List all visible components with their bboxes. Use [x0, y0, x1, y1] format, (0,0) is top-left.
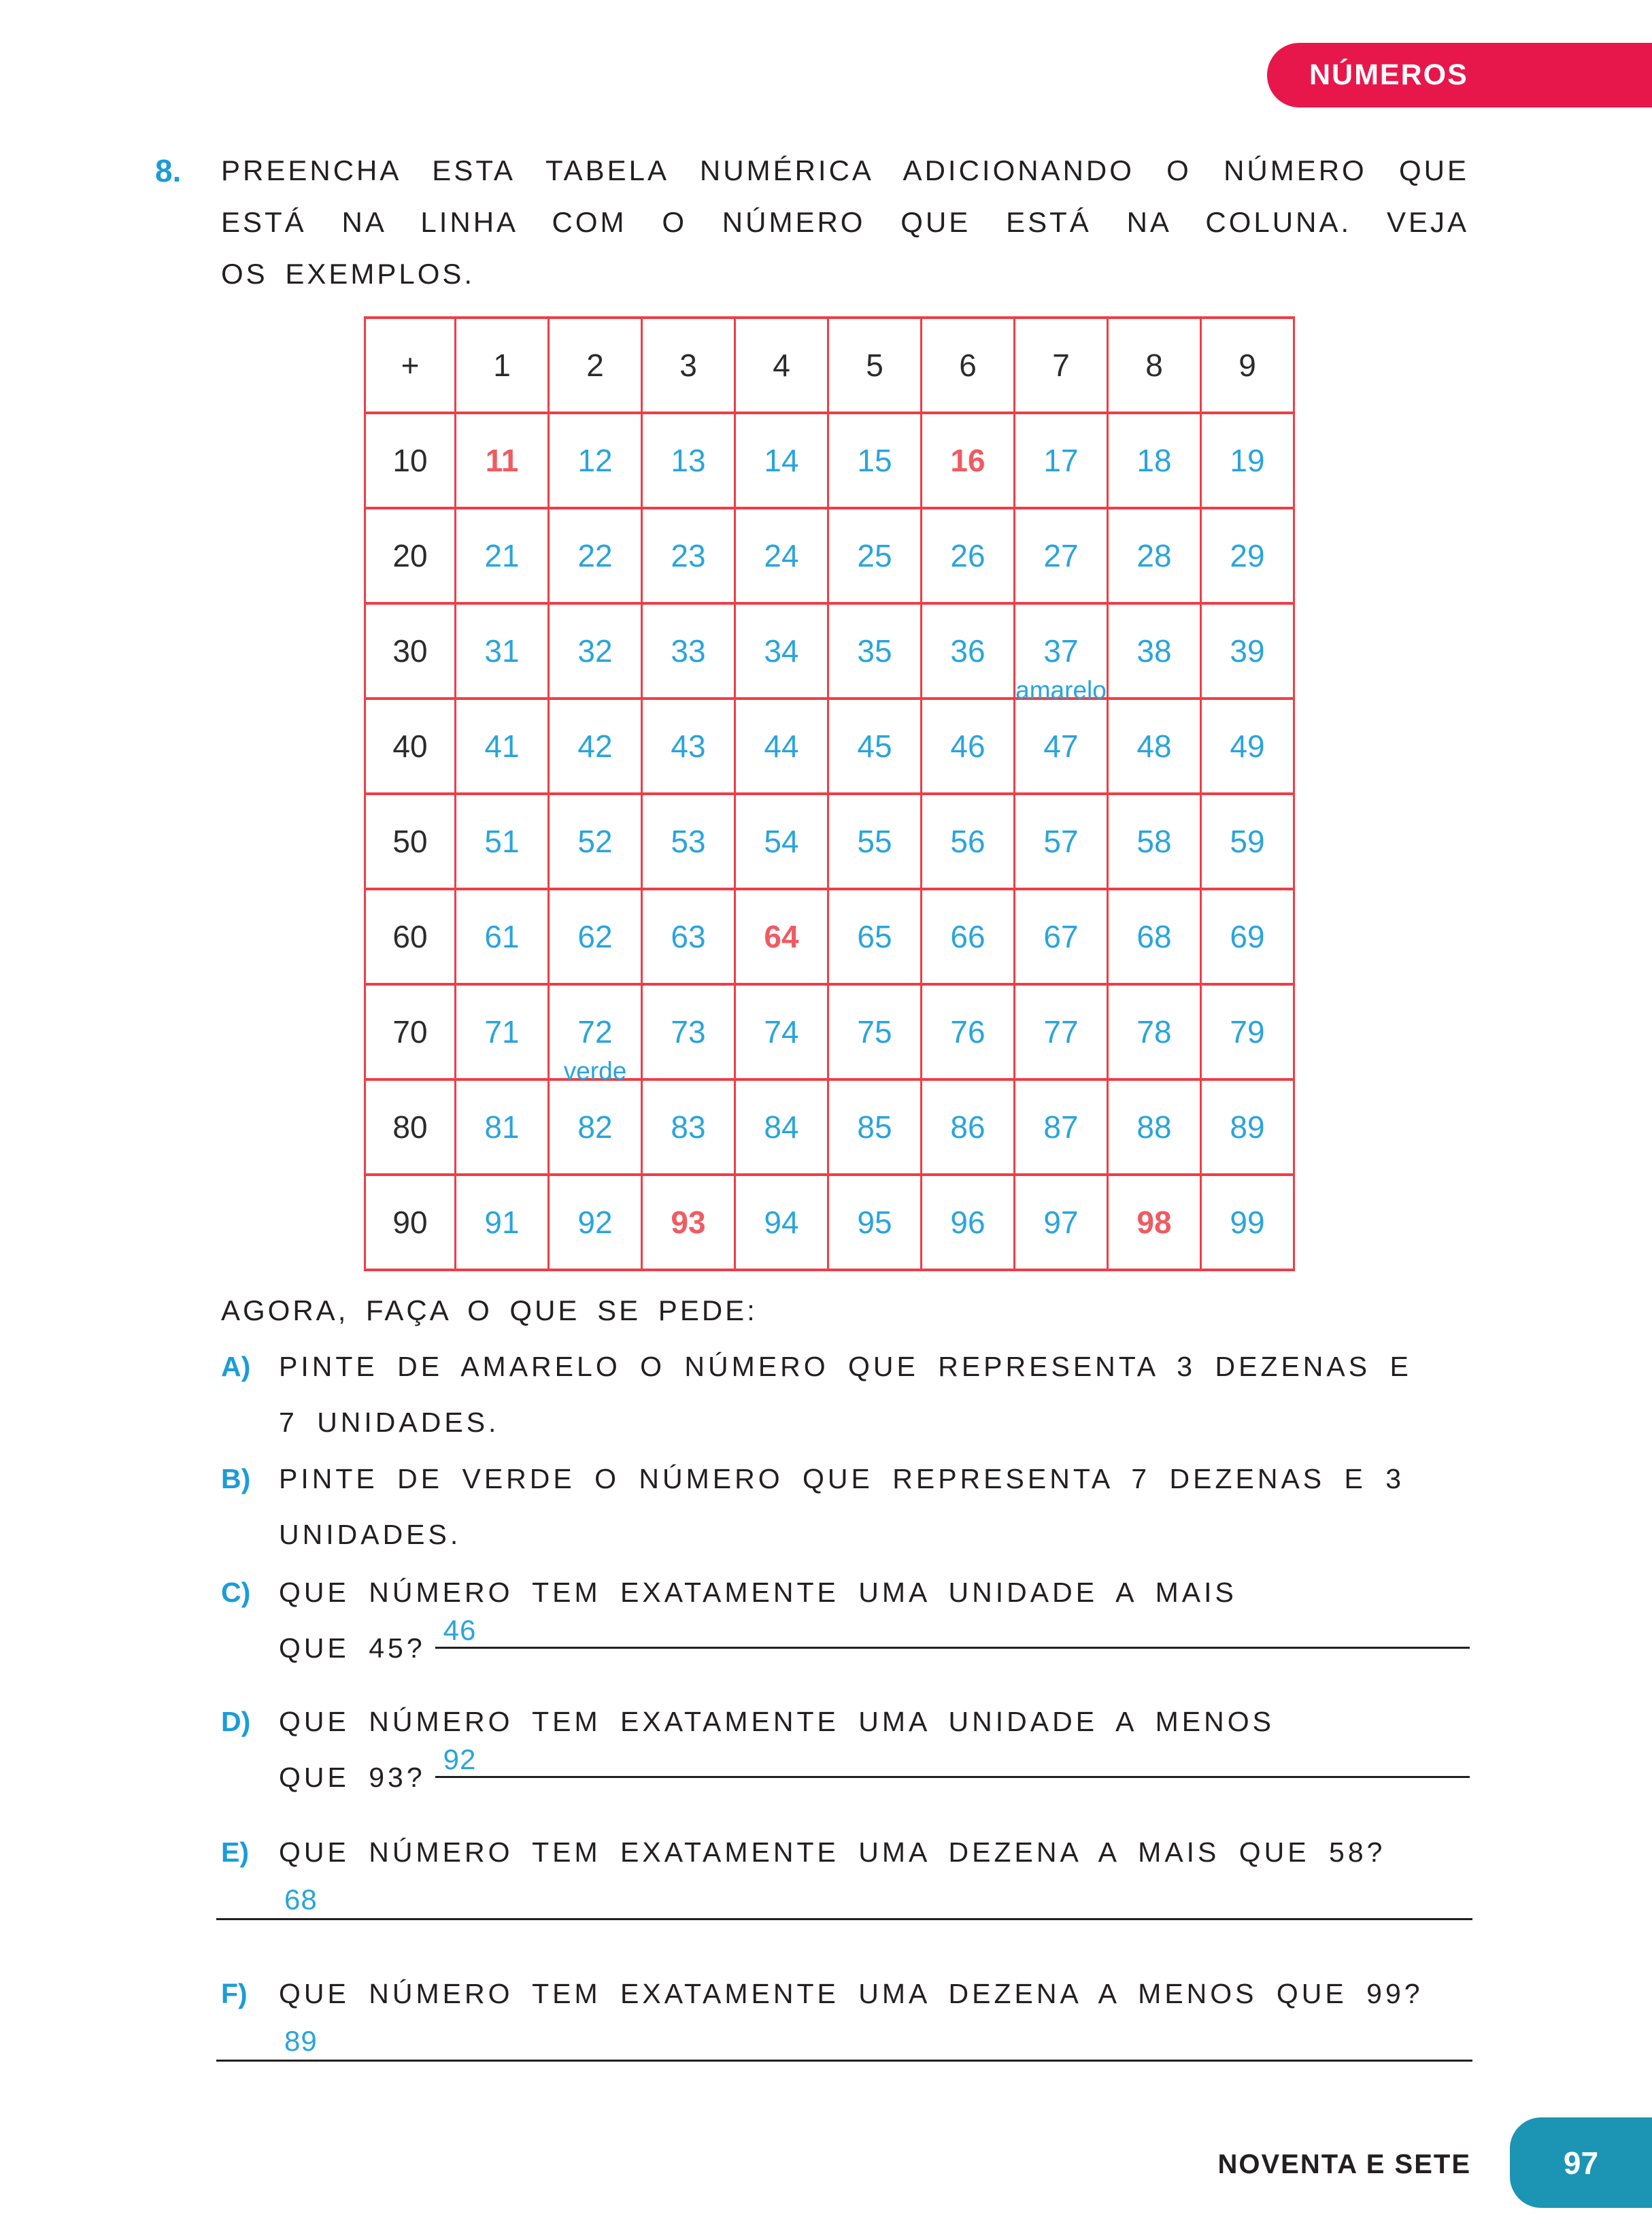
- table-cell-filled[interactable]: [922, 1079, 1015, 1175]
- table-cell-filled[interactable]: [1015, 1175, 1108, 1270]
- table-col-header: 7: [1015, 318, 1108, 413]
- question-text: QUE 93?: [279, 1762, 426, 1793]
- table-cell-filled[interactable]: [1201, 1175, 1294, 1270]
- cell-value: 57: [1043, 824, 1079, 859]
- table-cell-filled[interactable]: [828, 1079, 922, 1175]
- table-cell-filled[interactable]: [828, 413, 922, 508]
- table-cell-filled[interactable]: [1108, 1079, 1201, 1175]
- cell-value: 31: [484, 633, 520, 669]
- cell-value: 66: [950, 919, 985, 954]
- table-cell-filled[interactable]: [1201, 603, 1294, 699]
- table-cell-filled[interactable]: [735, 508, 828, 603]
- cell-value: 88: [1136, 1109, 1172, 1145]
- table-row: [365, 984, 1294, 1079]
- table-cell-filled[interactable]: [642, 603, 735, 699]
- table-cell-filled[interactable]: [735, 413, 828, 508]
- table-cell-example: [456, 413, 549, 508]
- cell-value: 87: [1043, 1109, 1079, 1145]
- table-row: [365, 889, 1294, 984]
- table-row-label: 60: [365, 889, 456, 984]
- question-e: [221, 1824, 1472, 1920]
- cell-value: 84: [764, 1109, 799, 1145]
- table-cell-filled[interactable]: [549, 1079, 642, 1175]
- instruction-line: PREENCHA ESTA TABELA NUMÉRICA ADICIONANDO O NÚMERO QUE: [221, 154, 1469, 186]
- answer-line[interactable]: [216, 1880, 1472, 1920]
- table-cell-filled[interactable]: [456, 1175, 549, 1270]
- table-cell-filled[interactable]: [456, 984, 549, 1079]
- table-col-header: 9: [1201, 318, 1294, 413]
- cell-note-amarelo: amarelo: [1015, 676, 1107, 704]
- cell-value: 44: [764, 728, 799, 764]
- question-text-line: UNIDADES.: [279, 1519, 462, 1550]
- category-badge: [1267, 43, 1652, 107]
- cell-value: 16: [950, 443, 985, 478]
- page-number-badge: [1510, 2117, 1652, 2208]
- table-cell-filled[interactable]: [1201, 889, 1294, 984]
- cell-value: 13: [671, 443, 706, 478]
- cell-value: 41: [484, 728, 520, 764]
- cell-value: 14: [764, 443, 799, 478]
- handwritten-answer: 89: [284, 2025, 318, 2057]
- question-letter: E): [221, 1836, 249, 1868]
- cell-value: 45: [857, 728, 892, 764]
- cell-value: 93: [671, 1205, 706, 1240]
- cell-value: 35: [857, 633, 892, 669]
- cell-value: 15: [857, 443, 892, 478]
- cell-value: 77: [1043, 1014, 1079, 1050]
- cell-value: 61: [484, 919, 520, 954]
- table-cell-filled[interactable]: [642, 1079, 735, 1175]
- cell-value: 95: [857, 1205, 892, 1240]
- table-cell-filled[interactable]: [549, 603, 642, 699]
- table-cell-filled[interactable]: [735, 794, 828, 889]
- cell-value: 97: [1043, 1205, 1079, 1240]
- table-cell-filled[interactable]: [1015, 699, 1108, 794]
- table-cell-filled[interactable]: [549, 699, 642, 794]
- cell-value: 69: [1230, 919, 1265, 954]
- table-cell-filled[interactable]: [922, 603, 1015, 699]
- table-cell-filled[interactable]: [922, 794, 1015, 889]
- question-body: [279, 1824, 1472, 1920]
- cell-value: 82: [577, 1109, 613, 1145]
- table-cell-filled[interactable]: [1201, 699, 1294, 794]
- table-cell-filled[interactable]: [1108, 889, 1201, 984]
- question-text-line: 7 UNIDADES.: [279, 1407, 500, 1438]
- table-cell-filled[interactable]: [922, 699, 1015, 794]
- cell-value: 21: [484, 538, 520, 573]
- table-cell-filled[interactable]: [1108, 603, 1201, 699]
- table-row-label: 80: [365, 1079, 456, 1175]
- cell-value: 74: [764, 1014, 799, 1050]
- table-row-label: 20: [365, 508, 456, 603]
- question-letter: C): [221, 1577, 251, 1608]
- table-cell-filled[interactable]: [642, 508, 735, 603]
- addition-table-body: [365, 318, 1294, 1270]
- question-text-line: QUE NÚMERO TEM EXATAMENTE UMA DEZENA A MENOS QUE 99?: [279, 1978, 1423, 2009]
- table-cell-filled[interactable]: [1201, 984, 1294, 1079]
- table-row-label: 40: [365, 699, 456, 794]
- table-header-row: [365, 318, 1294, 413]
- question-body: [279, 1451, 1472, 1562]
- cell-value: 22: [577, 538, 613, 573]
- question-f: [221, 1966, 1472, 2062]
- cell-value: 55: [857, 824, 892, 859]
- table-cell-filled[interactable]: [1015, 603, 1108, 704]
- cell-value: 75: [857, 1014, 892, 1050]
- table-cell-filled[interactable]: [1108, 413, 1201, 508]
- cell-value: 85: [857, 1109, 892, 1145]
- question-letter: A): [221, 1351, 251, 1382]
- table-cell-filled[interactable]: [922, 889, 1015, 984]
- question-text-line: [279, 1743, 1472, 1805]
- cell-value: 83: [671, 1109, 706, 1145]
- table-cell-filled[interactable]: [549, 1175, 642, 1270]
- table-cell-filled[interactable]: [1015, 984, 1108, 1079]
- instruction-line: ESTÁ NA LINHA COM O NÚMERO QUE ESTÁ NA COLUNA. VEJA: [221, 206, 1469, 238]
- table-row: [365, 508, 1294, 603]
- table-cell-example: [735, 889, 828, 984]
- table-cell-example: [642, 1175, 735, 1270]
- table-col-header: 6: [922, 318, 1015, 413]
- cell-value: 76: [950, 1014, 985, 1050]
- table-cell-filled[interactable]: [1015, 508, 1108, 603]
- page-number: 97: [1563, 2145, 1599, 2181]
- table-cell-example: [1108, 1175, 1201, 1270]
- table-cell-filled[interactable]: [1108, 984, 1201, 1079]
- cell-value: 92: [577, 1205, 613, 1240]
- cell-value: 25: [857, 538, 892, 573]
- question-a: [221, 1339, 1472, 1450]
- handwritten-answer: 92: [443, 1743, 477, 1775]
- table-cell-filled[interactable]: [549, 889, 642, 984]
- cell-value: 46: [950, 728, 985, 764]
- table-cell-filled[interactable]: [1201, 794, 1294, 889]
- cell-value: 42: [577, 728, 613, 764]
- question-text-line: [279, 1614, 1472, 1676]
- table-cell-filled[interactable]: [456, 603, 549, 699]
- cell-value: 54: [764, 824, 799, 859]
- cell-value: 29: [1230, 538, 1265, 573]
- table-cell-filled[interactable]: [642, 984, 735, 1079]
- questions-prompt: AGORA, FAÇA O QUE SE PEDE:: [221, 1294, 758, 1326]
- table-cell-filled[interactable]: [735, 699, 828, 794]
- question-b: [221, 1451, 1472, 1562]
- cell-value: 73: [671, 1014, 706, 1050]
- instruction: [221, 145, 1469, 300]
- cell-value: 19: [1230, 443, 1265, 478]
- question-text-line: QUE NÚMERO TEM EXATAMENTE UMA DEZENA A MAIS QUE 58?: [279, 1836, 1386, 1868]
- table-cell-filled[interactable]: [735, 984, 828, 1079]
- table-row-label: 10: [365, 413, 456, 508]
- cell-value: 11: [485, 443, 519, 478]
- answer-line[interactable]: [435, 1614, 1472, 1676]
- table-cell-example: [922, 413, 1015, 508]
- table-cell-filled[interactable]: [828, 889, 922, 984]
- instruction-line: OS EXEMPLOS.: [221, 258, 475, 290]
- table-cell-filled[interactable]: [642, 413, 735, 508]
- table-cell-filled[interactable]: [828, 508, 922, 603]
- cell-value: 62: [577, 919, 613, 954]
- handwritten-answer: 68: [284, 1883, 318, 1915]
- table-row-label: 90: [365, 1175, 456, 1270]
- table-row: [365, 413, 1294, 508]
- question-text-line: PINTE DE AMARELO O NÚMERO QUE REPRESENTA 3 DEZENAS E: [279, 1351, 1412, 1382]
- question-text: QUE 45?: [279, 1632, 426, 1664]
- table-row: [365, 699, 1294, 794]
- cell-value: 51: [484, 824, 520, 859]
- table-row: [365, 1079, 1294, 1175]
- category-badge-label: NÚMEROS: [1309, 58, 1468, 91]
- cell-value: 64: [764, 919, 799, 954]
- cell-value: 53: [671, 824, 706, 859]
- cell-value: 28: [1136, 538, 1172, 573]
- cell-value: 94: [764, 1205, 799, 1240]
- table-col-header: 8: [1108, 318, 1201, 413]
- table-cell-filled[interactable]: [549, 794, 642, 889]
- cell-value: 43: [671, 728, 706, 764]
- addition-table: [364, 316, 1295, 1271]
- table-cell-filled[interactable]: [922, 984, 1015, 1079]
- cell-value: 37: [1043, 633, 1079, 669]
- table-cell-filled[interactable]: [1015, 889, 1108, 984]
- cell-value: 81: [484, 1109, 520, 1145]
- table-row-label: 50: [365, 794, 456, 889]
- table-cell-filled[interactable]: [922, 1175, 1015, 1270]
- table-cell-filled[interactable]: [1015, 1079, 1108, 1175]
- table-cell-filled[interactable]: [1201, 508, 1294, 603]
- question-body: [279, 1694, 1472, 1805]
- question-text-line: QUE NÚMERO TEM EXATAMENTE UMA UNIDADE A MENOS: [279, 1706, 1275, 1737]
- table-cell-filled[interactable]: [828, 1175, 922, 1270]
- handwritten-answer: 46: [443, 1614, 477, 1646]
- cell-value: 52: [577, 824, 613, 859]
- table-cell-filled[interactable]: [1108, 508, 1201, 603]
- table-row: [365, 794, 1294, 889]
- cell-value: 39: [1230, 633, 1265, 669]
- table-cell-filled[interactable]: [828, 699, 922, 794]
- footer-page-name: NOVENTA E SETE: [1217, 2149, 1471, 2179]
- table-corner-cell: +: [365, 318, 456, 413]
- cell-value: 96: [950, 1205, 985, 1240]
- table-cell-filled[interactable]: [1015, 794, 1108, 889]
- table-row: [365, 603, 1294, 699]
- question-body: [279, 1564, 1472, 1676]
- table-cell-filled[interactable]: [735, 603, 828, 699]
- table-col-header: 4: [735, 318, 828, 413]
- question-d: [221, 1694, 1472, 1805]
- table-cell-filled[interactable]: [456, 794, 549, 889]
- cell-value: 91: [484, 1205, 520, 1240]
- table-cell-filled[interactable]: [456, 699, 549, 794]
- question-letter: D): [221, 1706, 251, 1737]
- question-letter: F): [221, 1978, 248, 2009]
- table-cell-filled[interactable]: [922, 508, 1015, 603]
- cell-value: 99: [1230, 1205, 1265, 1240]
- cell-value: 47: [1043, 728, 1079, 764]
- cell-value: 72: [577, 1014, 613, 1050]
- table-cell-filled[interactable]: [1201, 1079, 1294, 1175]
- cell-value: 49: [1230, 728, 1265, 764]
- table-cell-filled[interactable]: [456, 1079, 549, 1175]
- cell-value: 18: [1136, 443, 1172, 478]
- question-text-line: QUE NÚMERO TEM EXATAMENTE UMA UNIDADE A MAIS: [279, 1577, 1237, 1608]
- table-cell-filled[interactable]: [1015, 413, 1108, 508]
- table-cell-filled[interactable]: [1108, 794, 1201, 889]
- table-cell-filled[interactable]: [735, 1175, 828, 1270]
- table-cell-filled[interactable]: [549, 413, 642, 508]
- cell-value: 48: [1136, 728, 1172, 764]
- cell-value: 27: [1043, 538, 1079, 573]
- table-cell-filled[interactable]: [456, 889, 549, 984]
- table-cell-filled[interactable]: [642, 889, 735, 984]
- cell-value: 23: [671, 538, 706, 573]
- cell-value: 38: [1136, 633, 1172, 669]
- table-col-header: 5: [828, 318, 922, 413]
- table-cell-filled[interactable]: [549, 984, 642, 1085]
- cell-value: 65: [857, 919, 892, 954]
- cell-value: 32: [577, 633, 613, 669]
- cell-value: 17: [1043, 443, 1079, 478]
- question-c: [221, 1564, 1472, 1676]
- cell-value: 98: [1136, 1205, 1172, 1240]
- cell-value: 34: [764, 633, 799, 669]
- table-col-header: 1: [456, 318, 549, 413]
- cell-value: 68: [1136, 919, 1172, 954]
- cell-value: 12: [577, 443, 613, 478]
- table-cell-filled[interactable]: [642, 699, 735, 794]
- table-cell-filled[interactable]: [642, 794, 735, 889]
- table-cell-filled[interactable]: [1108, 699, 1201, 794]
- answer-line[interactable]: [216, 2022, 1472, 2062]
- table-col-header: 2: [549, 318, 642, 413]
- table-cell-filled[interactable]: [828, 603, 922, 699]
- table-cell-filled[interactable]: [456, 508, 549, 603]
- cell-value: 36: [950, 633, 985, 669]
- question-text-line: PINTE DE VERDE O NÚMERO QUE REPRESENTA 7 DEZENAS E 3: [279, 1463, 1405, 1494]
- cell-value: 89: [1230, 1109, 1265, 1145]
- cell-value: 67: [1043, 919, 1079, 954]
- table-cell-filled[interactable]: [828, 984, 922, 1079]
- cell-value: 63: [671, 919, 706, 954]
- table-col-header: 3: [642, 318, 735, 413]
- table-cell-filled[interactable]: [549, 508, 642, 603]
- cell-value: 24: [764, 538, 799, 573]
- table-row-label: 70: [365, 984, 456, 1079]
- cell-value: 78: [1136, 1014, 1172, 1050]
- table-cell-filled[interactable]: [1201, 413, 1294, 508]
- table-row-label: 30: [365, 603, 456, 699]
- cell-note-verde: verde: [563, 1057, 627, 1085]
- cell-value: 86: [950, 1109, 985, 1145]
- cell-value: 71: [484, 1014, 520, 1050]
- question-letter: B): [221, 1463, 251, 1494]
- cell-value: 59: [1230, 824, 1265, 859]
- question-body: [279, 1966, 1472, 2062]
- exercise-number: 8.: [155, 153, 182, 188]
- answer-line[interactable]: [435, 1743, 1472, 1805]
- cell-value: 79: [1230, 1014, 1265, 1050]
- table-cell-filled[interactable]: [735, 1079, 828, 1175]
- table-row: [365, 1175, 1294, 1270]
- cell-value: 26: [950, 538, 985, 573]
- table-cell-filled[interactable]: [828, 794, 922, 889]
- cell-value: 56: [950, 824, 985, 859]
- cell-value: 33: [671, 633, 706, 669]
- question-body: [279, 1339, 1472, 1450]
- cell-value: 58: [1136, 824, 1172, 859]
